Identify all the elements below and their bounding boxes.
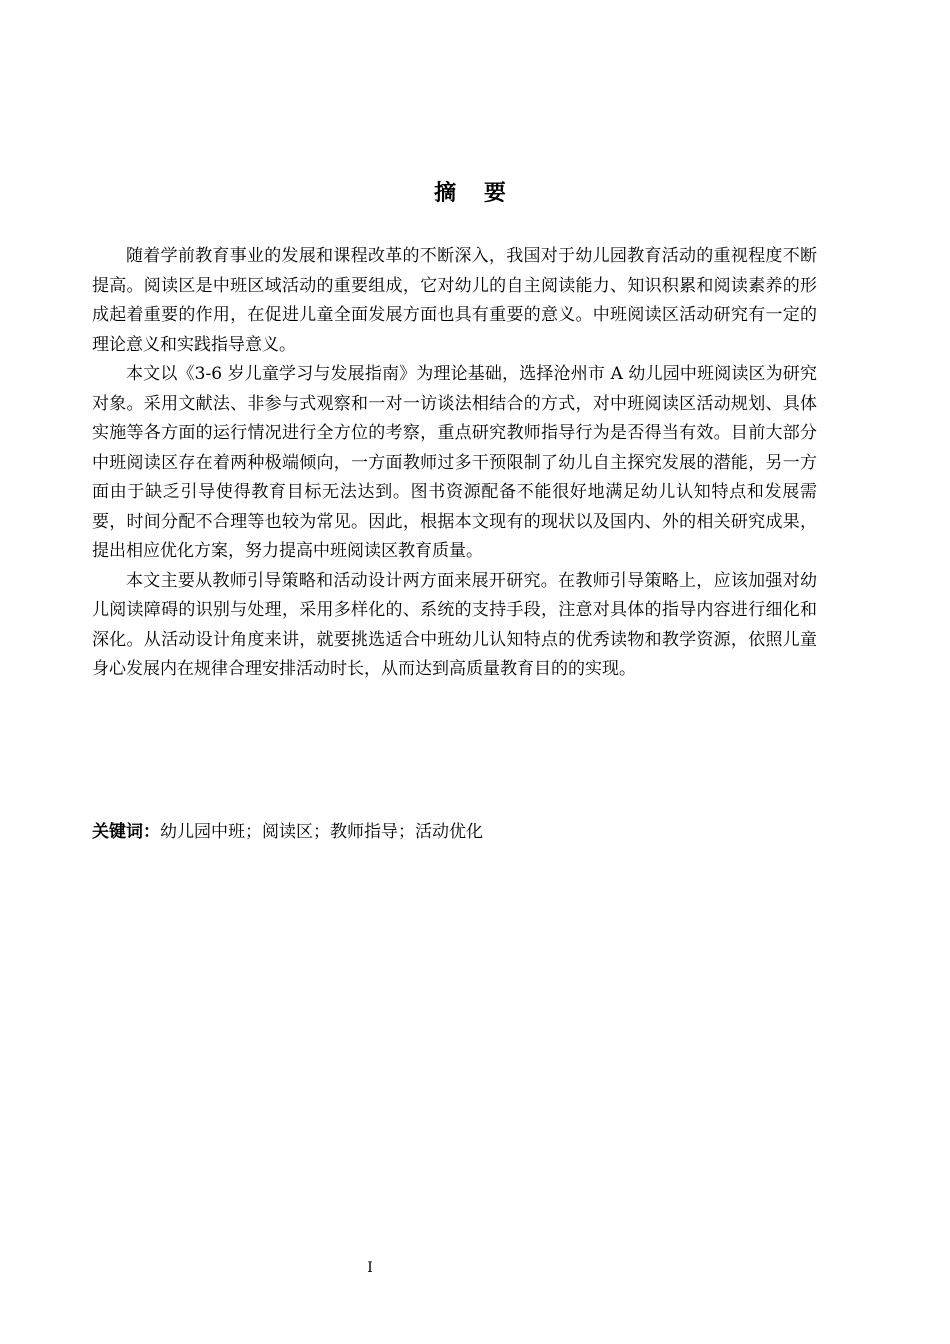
abstract-paragraph-3: 本文主要从教师引导策略和活动设计两方面来展开研究。在教师引导策略上，应该加强对幼儿阅读障碍的识别与处理，采用多样化的、系统的支持手段，注意对具体的指导内容进行细化和深化。从活动设计角度来讲，就要挑选适合中班幼儿认知特点的优秀读物和教学资源，依照儿童身心发展内在规律合理安排活动时长，从而达到高质量教育目的的实现。 <box>92 570 817 679</box>
abstract-body <box>92 242 817 685</box>
keywords-line <box>92 818 817 847</box>
keywords-text: 幼儿园中班；阅读区；教师指导；活动优化 <box>160 822 483 842</box>
page-number: I <box>367 1260 373 1276</box>
keywords-label: 关键词： <box>92 822 160 842</box>
abstract-paragraph-2: 本文以《3-6 岁儿童学习与发展指南》为理论基础，选择沧州市 A 幼儿园中班阅读区为研究对象。采用文献法、非参与式观察和一对一访谈法相结合的方式，对中班阅读区活动规划、具体实施等各方面的运行情况进行全方位的考察，重点研究教师指导行为是否得当有效。目前大部分中班阅读区存在着两种极端倾向，一方面教师过多干预限制了幼儿自主探究发展的潜能，另一方面由于缺乏引导使得教育目标无法达到。图书资源配备不能很好地满足幼儿认知特点和发展需要，时间分配不合理等也较为常见。因此，根据本文现有的现状以及国内、外的相关研究成果，提出相应优化方案，努力提高中班阅读区教育质量。 <box>92 364 817 561</box>
abstract-paragraph-1: 随着学前教育事业的发展和课程改革的不断深入，我国对于幼儿园教育活动的重视程度不断提高。阅读区是中班区域活动的重要组成，它对幼儿的自主阅读能力、知识积累和阅读素养的形成起着重要的作用，在促进儿童全面发展方面也具有重要的意义。中班阅读区活动研究有一定的理论意义和实践指导意义。 <box>92 246 817 355</box>
abstract-title: 摘 要 <box>434 181 516 206</box>
